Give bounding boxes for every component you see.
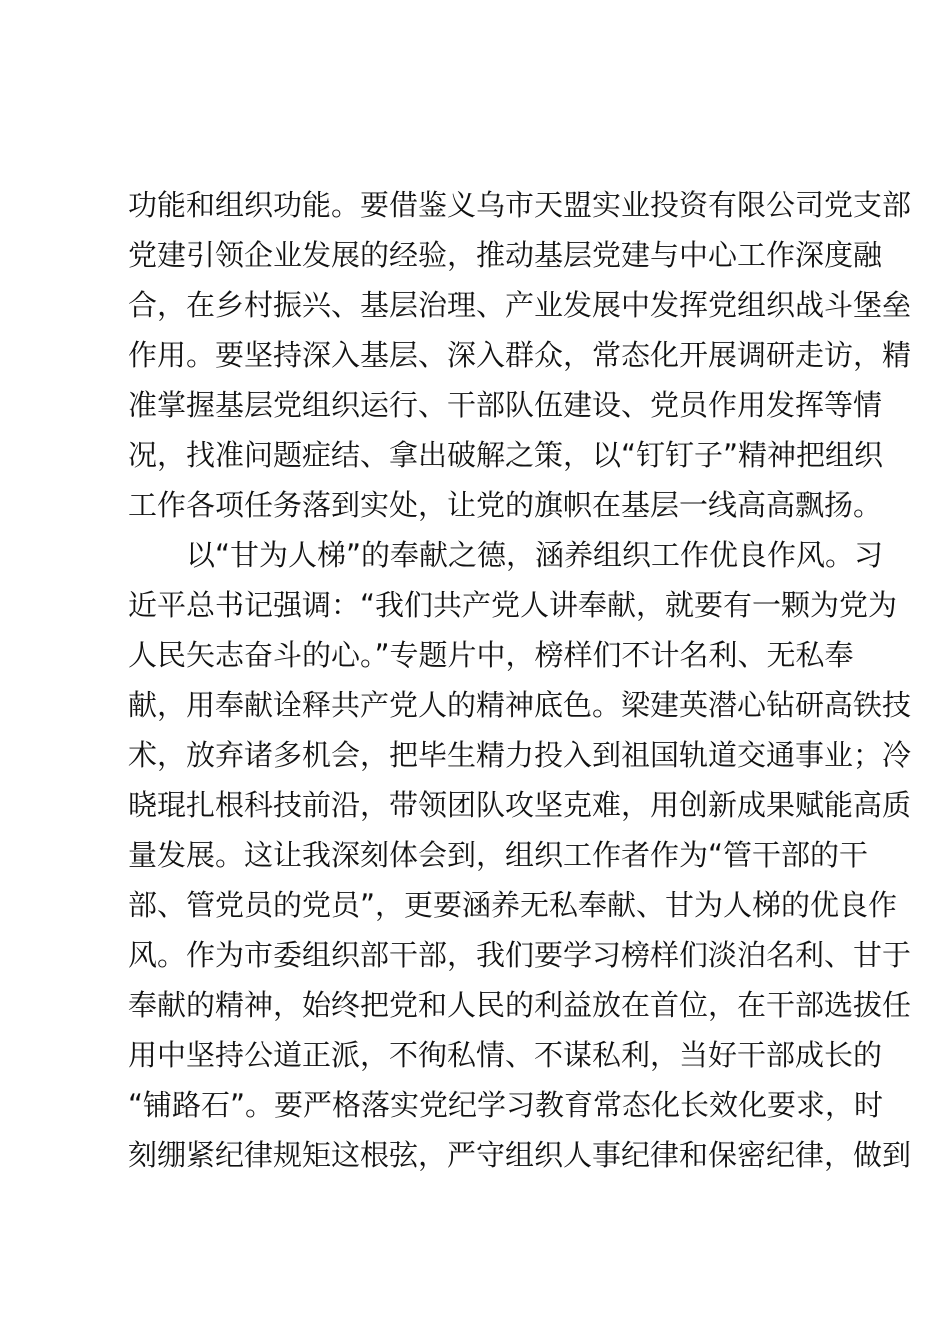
text-line: 人民矢志奋斗的心。”专题片中，榜样们不计名利、无私奉 — [128, 638, 854, 672]
text-line: 近平总书记强调：“我们共产党人讲奉献，就要有一颗为党为 — [128, 588, 898, 622]
text-line: “铺路石”。要严格落实党纪学习教育常态化长效化要求，时 — [128, 1088, 884, 1122]
text-line: 党建引领企业发展的经验，推动基层党建与中心工作深度融 — [128, 238, 883, 272]
text-line: 部、管党员的党员”，更要涵养无私奉献、甘为人梯的优良作 — [128, 888, 898, 922]
text-line: 刻绷紧纪律规矩这根弦，严守组织人事纪律和保密纪律，做到 — [128, 1138, 912, 1172]
text-line: 量发展。这让我深刻体会到，组织工作者作为“管干部的干 — [128, 838, 869, 872]
text-line: 献，用奉献诠释共产党人的精神底色。梁建英潜心钻研高铁技 — [128, 688, 912, 722]
text-line: 作用。要坚持深入基层、深入群众，常态化开展调研走访，精 — [128, 338, 912, 372]
text-line: 功能和组织功能。要借鉴义乌市天盟实业投资有限公司党支部 — [128, 188, 912, 222]
document-body — [128, 184, 912, 1184]
text-line: 以“甘为人梯”的奉献之德，涵养组织工作优良作风。习 — [186, 538, 884, 572]
paragraph-1 — [128, 184, 912, 534]
text-line: 用中坚持公道正派，不徇私情、不谋私利，当好干部成长的 — [128, 1038, 883, 1072]
paragraph-2 — [128, 534, 912, 1184]
text-line: 风。作为市委组织部干部，我们要学习榜样们淡泊名利、甘于 — [128, 938, 912, 972]
text-line: 合，在乡村振兴、基层治理、产业发展中发挥党组织战斗堡垒 — [128, 288, 912, 322]
text-line: 奉献的精神，始终把党和人民的利益放在首位，在干部选拔任 — [128, 988, 912, 1022]
text-line: 况，找准问题症结、拿出破解之策，以“钉钉子”精神把组织 — [128, 438, 884, 472]
text-line: 晓琨扎根科技前沿，带领团队攻坚克难，用创新成果赋能高质 — [128, 788, 912, 822]
text-line: 准掌握基层党组织运行、干部队伍建设、党员作用发挥等情 — [128, 388, 883, 422]
text-line: 术，放弃诸多机会，把毕生精力投入到祖国轨道交通事业；冷 — [128, 738, 912, 772]
text-line: 工作各项任务落到实处，让党的旗帜在基层一线高高飘扬。 — [128, 488, 883, 522]
